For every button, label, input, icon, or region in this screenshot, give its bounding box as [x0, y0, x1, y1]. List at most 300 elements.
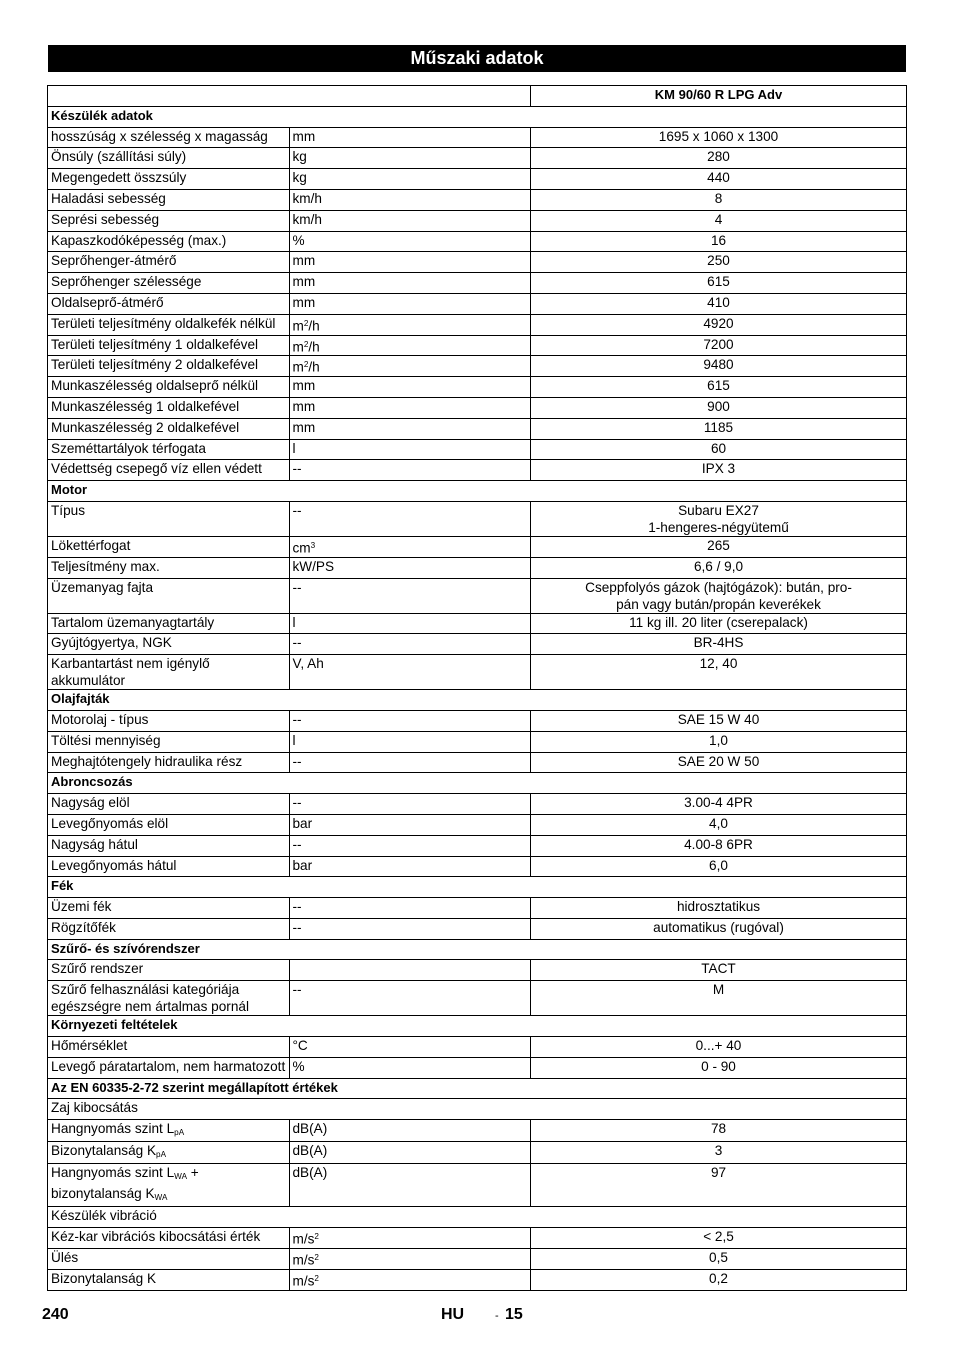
row-unit-cell: [289, 418, 531, 439]
row-label-cell: [48, 460, 290, 481]
row-unit-cell: [289, 655, 531, 690]
row-value-cell: [531, 335, 907, 356]
row-value: 410: [707, 294, 730, 310]
row-value: 4,0: [709, 815, 728, 831]
row-value: 97: [710, 1165, 727, 1181]
row-label: Seprőhenger-átmérő: [51, 253, 177, 269]
row-unit-cell: [289, 377, 531, 398]
row-unit: l: [292, 440, 296, 456]
row-unit-cell: [289, 752, 531, 773]
row-value-cell: [531, 189, 907, 210]
row-unit: --: [292, 753, 302, 769]
table-row: [48, 439, 907, 460]
table-row: [48, 981, 907, 1016]
row-value-cell: [531, 169, 907, 190]
row-label: Szűrő felhasználási kategóriája egészségre nem ártalmas pornál: [51, 982, 249, 1015]
row-unit-cell: [289, 794, 531, 815]
subsection-title: Készülék vibráció: [48, 1207, 907, 1228]
row-unit: m/s: [292, 1231, 315, 1247]
table-row: [48, 1248, 907, 1269]
row-value: SAE 15 W 40: [677, 711, 760, 727]
spec-table: [47, 85, 907, 1291]
row-label-cell: [48, 918, 290, 939]
row-unit-cell: [289, 356, 531, 377]
table-row: [48, 501, 907, 536]
row-label-cell: [48, 356, 290, 377]
table-row: [48, 613, 907, 634]
section-header-row: [48, 106, 907, 127]
row-unit-cell: [289, 189, 531, 210]
row-label: Töltési mennyiség: [51, 732, 161, 748]
section-title: Szűrő- és szívórendszer: [48, 939, 907, 960]
row-unit-cell: [289, 856, 531, 877]
row-value: 4.00-8 6PR: [684, 836, 753, 852]
row-unit: m: [292, 318, 304, 334]
row-label-cell: [48, 439, 290, 460]
row-label-cell: [48, 835, 290, 856]
row-value-line2: 1-hengeres-négyütemű: [648, 519, 789, 535]
row-unit: --: [292, 579, 302, 595]
row-label-cell: [48, 397, 290, 418]
row-label-cell: [48, 252, 290, 273]
row-label: Kéz-kar vibrációs kibocsátási érték: [51, 1229, 261, 1245]
row-unit-cell: [289, 1142, 531, 1164]
row-value-cell: [531, 835, 907, 856]
section-header-row: [48, 939, 907, 960]
row-unit: mm: [292, 294, 316, 310]
row-unit-cell: [289, 397, 531, 418]
row-value: 11 kg ill. 20 liter (cserepalack): [629, 614, 808, 630]
row-label-cell: [48, 655, 290, 690]
row-unit: m/s: [292, 1252, 315, 1268]
row-label-cell: [48, 1037, 290, 1058]
row-value-cell: [531, 1228, 907, 1249]
row-unit: dB(A): [292, 1143, 328, 1159]
row-value: 78: [710, 1121, 727, 1137]
row-label: Levegőnyomás hátul: [51, 857, 177, 873]
row-value: < 2,5: [703, 1229, 734, 1245]
subsection-title: Zaj kibocsátás: [48, 1099, 907, 1120]
row-value: 1695 x 1060 x 1300: [658, 128, 779, 144]
row-value-cell: [531, 898, 907, 919]
row-unit-cell: [289, 536, 531, 557]
row-unit: l: [292, 614, 296, 630]
table-row: [48, 1057, 907, 1078]
row-unit: %: [292, 232, 305, 248]
row-label: Védettség csepegő víz ellen védett: [51, 461, 262, 477]
row-unit: bar: [292, 815, 313, 831]
row-label: Munkaszélesség oldalseprő nélkül: [51, 378, 259, 394]
table-row: [48, 314, 907, 335]
row-unit-cell: [289, 710, 531, 731]
row-unit: km/h: [292, 211, 322, 227]
row-value-cell: [531, 252, 907, 273]
row-label-rest: + bizonytalanság K: [51, 1165, 199, 1202]
section-title: Az EN 60335-2-72 szerint megállapított értékek: [48, 1078, 907, 1099]
section-header-row: [48, 877, 907, 898]
row-label: Munkaszélesség 1 oldalkefével: [51, 398, 240, 414]
row-label-cell: [48, 634, 290, 655]
table-row: [48, 460, 907, 481]
row-unit: --: [292, 461, 302, 477]
row-unit-cell: [289, 960, 531, 981]
section-title: Fék: [48, 877, 907, 898]
table-row: [48, 1228, 907, 1249]
table-row: [48, 752, 907, 773]
footer-language: HU: [441, 1306, 465, 1323]
row-label: Típus: [51, 502, 85, 518]
row-unit-cell: [289, 127, 531, 148]
row-unit-superscript: 2: [303, 339, 309, 349]
row-unit-cell: [289, 314, 531, 335]
row-label-subscript: WA: [174, 1172, 188, 1182]
row-value: M: [712, 982, 725, 998]
row-label-cell: [48, 1057, 290, 1078]
table-row: [48, 273, 907, 294]
row-label: Üzemanyag fajta: [51, 579, 154, 595]
spec-table-body: [48, 86, 907, 1291]
row-value: 440: [707, 170, 730, 186]
row-value-cell: [531, 1248, 907, 1269]
row-unit: bar: [292, 857, 313, 873]
row-label: Kapaszkodóképesség (max.): [51, 232, 227, 248]
table-row: [48, 960, 907, 981]
row-label-cell: [48, 536, 290, 557]
row-label-cell: [48, 578, 290, 613]
table-row: [48, 536, 907, 557]
table-row: [48, 377, 907, 398]
table-header-row: [48, 86, 907, 107]
row-unit-cell: [289, 814, 531, 835]
row-unit: --: [292, 635, 302, 651]
row-value-cell: [531, 1120, 907, 1142]
row-unit: cm: [292, 540, 311, 556]
row-unit-cell: [289, 634, 531, 655]
row-value: 0,2: [709, 1270, 728, 1286]
row-unit: °C: [292, 1038, 308, 1054]
row-unit-rest: /h: [308, 359, 320, 375]
row-unit: kg: [292, 170, 307, 186]
row-label-cell: [48, 189, 290, 210]
row-label: Gyújtógyertya, NGK: [51, 635, 172, 651]
row-value-cell: [531, 439, 907, 460]
row-label: Bizonytalanság K: [51, 1143, 157, 1159]
row-label-cell: [48, 898, 290, 919]
row-label: Teljesítmény max.: [51, 558, 160, 574]
row-unit-cell: [289, 1037, 531, 1058]
row-unit: m/s: [292, 1273, 315, 1289]
row-label: Lökettérfogat: [51, 537, 131, 553]
table-row: [48, 356, 907, 377]
table-row: [48, 557, 907, 578]
table-row: [48, 231, 907, 252]
footer-section-number: 15: [505, 1306, 523, 1323]
row-unit-cell: [289, 293, 531, 314]
row-value-cell: [531, 752, 907, 773]
row-label: Területi teljesítmény oldalkefék nélkül: [51, 315, 276, 331]
row-unit-cell: [289, 1248, 531, 1269]
table-row: [48, 1164, 907, 1207]
row-label: Haladási sebesség: [51, 190, 166, 206]
row-unit-cell: [289, 1120, 531, 1142]
row-label-cell: [48, 314, 290, 335]
row-label: Megengedett összsúly: [51, 170, 187, 186]
row-value-cell: [531, 1269, 907, 1290]
row-unit-cell: [289, 731, 531, 752]
row-unit: --: [292, 711, 302, 727]
row-unit-superscript: 2: [303, 318, 309, 328]
row-value-cell: [531, 557, 907, 578]
row-value-cell: [531, 397, 907, 418]
row-unit: --: [292, 795, 302, 811]
row-label-cell: [48, 293, 290, 314]
section-title: Abroncsozás: [48, 773, 907, 794]
subsection-row: [48, 1207, 907, 1228]
row-unit-rest: /h: [308, 318, 320, 334]
row-value: 7200: [703, 336, 734, 352]
row-label-cell: [48, 710, 290, 731]
table-row: [48, 148, 907, 169]
row-value: 280: [707, 149, 730, 165]
row-unit-cell: [289, 835, 531, 856]
row-label: Karbantartást nem igénylő akkumulátor: [51, 656, 210, 689]
row-unit-rest: /h: [308, 339, 320, 355]
row-value: IPX 3: [701, 461, 736, 477]
table-row: [48, 814, 907, 835]
row-label: Levegő páratartalom, nem harmatozott: [51, 1058, 286, 1074]
row-value: 9480: [703, 357, 734, 373]
row-label: Szűrő rendszer: [51, 961, 144, 977]
table-row: [48, 1269, 907, 1290]
row-value-cell: [531, 460, 907, 481]
row-label-cell: [48, 1248, 290, 1269]
row-label: Seprési sebesség: [51, 211, 160, 227]
row-unit-cell: [289, 557, 531, 578]
row-unit-superscript: 2: [314, 1252, 319, 1262]
row-unit-cell: [289, 1269, 531, 1290]
row-label-cell: [48, 148, 290, 169]
row-value-cell: [531, 613, 907, 634]
row-value: 0,5: [709, 1249, 728, 1265]
row-value: automatikus (rugóval): [653, 919, 784, 935]
row-value: 615: [707, 378, 730, 394]
row-label: Hangnyomás szint L: [51, 1165, 175, 1181]
row-unit-cell: [289, 335, 531, 356]
row-value: 16: [710, 232, 727, 248]
row-unit-cell: [289, 501, 531, 536]
row-value-cell: [531, 918, 907, 939]
row-value: 4: [714, 211, 723, 227]
row-unit-cell: [289, 1057, 531, 1078]
row-unit: km/h: [292, 190, 322, 206]
row-label-cell: [48, 960, 290, 981]
row-label-cell: [48, 1228, 290, 1249]
row-value-cell: [531, 536, 907, 557]
row-value-cell: [531, 127, 907, 148]
row-unit: l: [292, 732, 296, 748]
row-value-cell: [531, 981, 907, 1016]
row-unit: --: [292, 502, 302, 518]
row-unit-superscript: 2: [314, 1273, 319, 1283]
row-unit-cell: [289, 981, 531, 1016]
table-row: [48, 1120, 907, 1142]
row-value-cell: [531, 293, 907, 314]
row-unit-cell: [289, 252, 531, 273]
row-value-cell: [531, 1142, 907, 1164]
row-unit: --: [292, 982, 302, 998]
row-unit: kg: [292, 149, 307, 165]
row-label: Seprőhenger szélessége: [51, 274, 202, 290]
row-value-cell: [531, 655, 907, 690]
model-name: KM 90/60 R LPG Adv: [531, 86, 907, 107]
section-header-row: [48, 690, 907, 711]
row-label-cell: [48, 418, 290, 439]
row-label-cell: [48, 210, 290, 231]
row-unit: mm: [292, 128, 316, 144]
row-value: 1,0: [709, 732, 728, 748]
row-value: 8: [714, 190, 723, 206]
row-unit-superscript: 3: [310, 540, 316, 550]
row-value-cell: [531, 356, 907, 377]
row-value: SAE 20 W 50: [677, 753, 760, 769]
table-row: [48, 731, 907, 752]
row-value-cell: [531, 501, 907, 536]
row-unit: mm: [292, 398, 316, 414]
row-unit-cell: [289, 273, 531, 294]
row-unit-cell: [289, 898, 531, 919]
row-value-cell: [531, 148, 907, 169]
row-value: 900: [707, 398, 730, 414]
row-value-cell: [531, 1057, 907, 1078]
header-blank-cell: [48, 86, 531, 107]
row-value: 4920: [703, 315, 734, 331]
row-unit: mm: [292, 419, 316, 435]
row-label: Munkaszélesség 2 oldalkefével: [51, 419, 240, 435]
row-label-cell: [48, 1269, 290, 1290]
row-label: Bizonytalanság K: [51, 1270, 157, 1286]
row-value: 250: [707, 253, 730, 269]
row-unit-cell: [289, 1228, 531, 1249]
row-label-cell: [48, 752, 290, 773]
row-label-cell: [48, 814, 290, 835]
row-unit-superscript: 2: [314, 1232, 319, 1242]
row-label: Tartalom üzemanyagtartály: [51, 614, 215, 630]
row-label: Üzemi fék: [51, 899, 112, 915]
row-value-cell: [531, 210, 907, 231]
row-value-cell: [531, 231, 907, 252]
row-unit-cell: [289, 169, 531, 190]
row-unit-cell: [289, 231, 531, 252]
row-value: 0 - 90: [701, 1058, 736, 1074]
table-row: [48, 127, 907, 148]
page-title: Műszaki adatok: [48, 45, 906, 72]
subsection-row: [48, 1099, 907, 1120]
row-unit-cell: [289, 460, 531, 481]
table-row: [48, 169, 907, 190]
row-value-cell: [531, 856, 907, 877]
row-unit-cell: [289, 578, 531, 613]
row-unit-cell: [289, 1164, 531, 1207]
row-label: Szeméttartályok térfogata: [51, 440, 206, 456]
table-row: [48, 898, 907, 919]
row-value-line2: pán vagy bután/propán keverékek: [616, 596, 821, 612]
table-row: [48, 397, 907, 418]
row-value: BR-4HS: [693, 635, 744, 651]
table-row: [48, 293, 907, 314]
row-label-cell: [48, 169, 290, 190]
row-unit-cell: [289, 918, 531, 939]
section-title: Környezeti feltételek: [48, 1016, 907, 1037]
footer-page-number: 240: [42, 1306, 69, 1323]
row-label: hosszúság x szélesség x magasság: [51, 128, 268, 144]
table-row: [48, 1037, 907, 1058]
row-label-cell: [48, 231, 290, 252]
section-title: Készülék adatok: [48, 106, 907, 127]
row-value: 265: [707, 537, 730, 553]
row-label-cell: [48, 1120, 290, 1142]
row-value: 6,0: [709, 857, 728, 873]
row-label-cell: [48, 794, 290, 815]
row-label: Hangnyomás szint L: [51, 1121, 175, 1137]
row-unit: V, Ah: [292, 656, 324, 672]
row-label-subscript: pA: [174, 1128, 185, 1138]
row-label-cell: [48, 557, 290, 578]
row-value-cell: [531, 814, 907, 835]
row-value: Cseppfolyós gázok (hajtógázok): bután, pro-: [585, 579, 852, 595]
row-label: Hőmérséklet: [51, 1038, 128, 1054]
table-row: [48, 210, 907, 231]
row-value-cell: [531, 731, 907, 752]
table-row: [48, 655, 907, 690]
row-label: Ülés: [51, 1249, 79, 1265]
row-unit-cell: [289, 148, 531, 169]
row-unit: dB(A): [292, 1165, 328, 1181]
row-unit: mm: [292, 378, 316, 394]
row-unit: mm: [292, 274, 316, 290]
row-value: Subaru EX27: [678, 502, 759, 518]
row-label-cell: [48, 613, 290, 634]
row-label-subscript: WA: [154, 1193, 168, 1203]
row-unit: --: [292, 919, 302, 935]
row-value-cell: [531, 578, 907, 613]
row-unit-cell: [289, 210, 531, 231]
row-value-cell: [531, 1164, 907, 1207]
row-value-cell: [531, 794, 907, 815]
row-unit: m: [292, 359, 304, 375]
row-label-cell: [48, 1164, 290, 1207]
table-row: [48, 252, 907, 273]
row-value-cell: [531, 377, 907, 398]
table-row: [48, 918, 907, 939]
row-value: 6,6 / 9,0: [693, 558, 744, 574]
section-title: Olajfajták: [48, 690, 907, 711]
row-value: 1185: [703, 419, 734, 435]
row-unit: kW/PS: [292, 558, 335, 574]
row-label-cell: [48, 856, 290, 877]
section-header-row: [48, 773, 907, 794]
row-label: Területi teljesítmény 2 oldalkefével: [51, 357, 259, 373]
table-row: [48, 335, 907, 356]
row-label: Motorolaj - típus: [51, 711, 149, 727]
row-label: Oldalseprő-átmérő: [51, 294, 164, 310]
row-label-cell: [48, 731, 290, 752]
table-row: [48, 189, 907, 210]
row-label-cell: [48, 1142, 290, 1164]
table-row: [48, 418, 907, 439]
section-title: Motor: [48, 481, 907, 502]
row-label-subscript: pA: [156, 1150, 167, 1160]
row-label-cell: [48, 377, 290, 398]
